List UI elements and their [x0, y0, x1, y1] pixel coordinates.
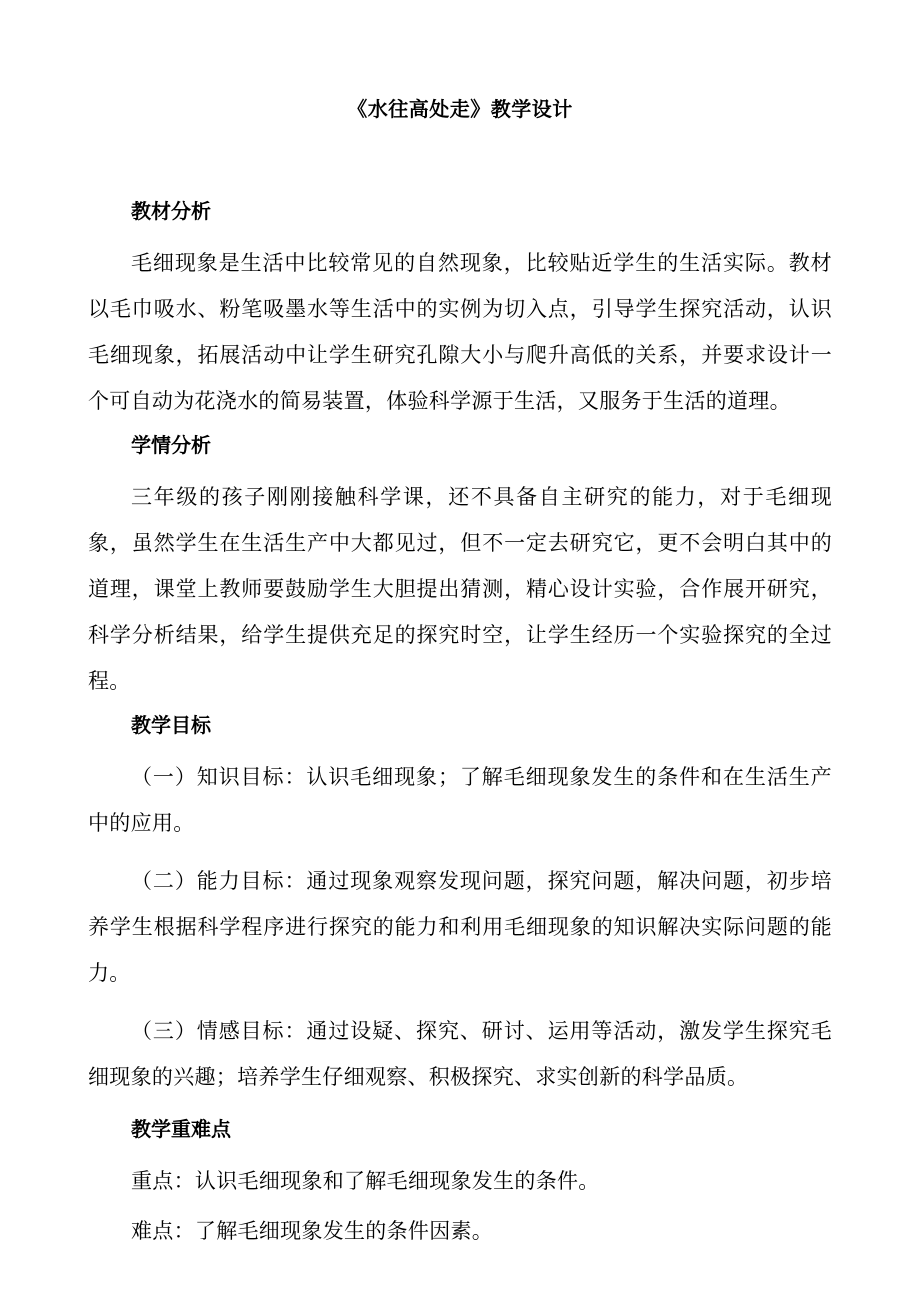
section-material-analysis: [88, 194, 832, 424]
document-title: 《水往高处走》教学设计: [347, 97, 573, 121]
goal-emotion: （三）情感目标：通过设疑、探究、研讨、运用等活动，激发学生探究毛细现象的兴趣；培养学生仔细观察、积极探究、求实创新的科学品质。: [88, 1019, 832, 1089]
section-heading-student-analysis: 学情分析: [131, 433, 211, 457]
section-student-analysis: [88, 428, 832, 704]
key-point-focus: 重点：认识毛细现象和了解毛细现象发生的条件。: [131, 1169, 600, 1193]
section-heading-key-points: 教学重难点: [131, 1117, 231, 1141]
paragraph-student-analysis: 三年级的孩子刚刚接触科学课，还不具备自主研究的能力，对于毛细现象，虽然学生在生活生产中大都见过，但不一定去研究它，更不会明白其中的道理，课堂上教师要鼓励学生大胆提出猜测，精心设计实验，合作展开研究，科学分析结果，给学生提供充足的探究时空，让学生经历一个实验探究的全过程。: [88, 485, 832, 693]
goal-ability: （二）能力目标：通过现象观察发现问题，探究问题，解决问题，初步培养学生根据科学程序进行探究的能力和利用毛细现象的知识解决实际问题的能力。: [88, 869, 832, 985]
section-teaching-goals: [88, 708, 832, 1100]
section-heading-material-analysis: 教材分析: [131, 199, 211, 223]
section-heading-teaching-goals: 教学目标: [131, 713, 211, 737]
goal-knowledge: （一）知识目标：认识毛细现象；了解毛细现象发生的条件和在生活生产中的应用。: [88, 765, 832, 835]
key-point-difficulty: 难点：了解毛细现象发生的条件因素。: [131, 1219, 494, 1243]
paragraph-material-analysis: 毛细现象是生活中比较常见的自然现象，比较贴近学生的生活实际。教材以毛巾吸水、粉笔吸墨水等生活中的实例为切入点，引导学生探究活动，认识毛细现象，拓展活动中让学生研究孔隙大小与爬升高低的关系，并要求设计一个可自动为花浇水的简易装置，体验科学源于生活，又服务于生活的道理。: [88, 251, 832, 413]
section-key-points: [88, 1112, 832, 1254]
